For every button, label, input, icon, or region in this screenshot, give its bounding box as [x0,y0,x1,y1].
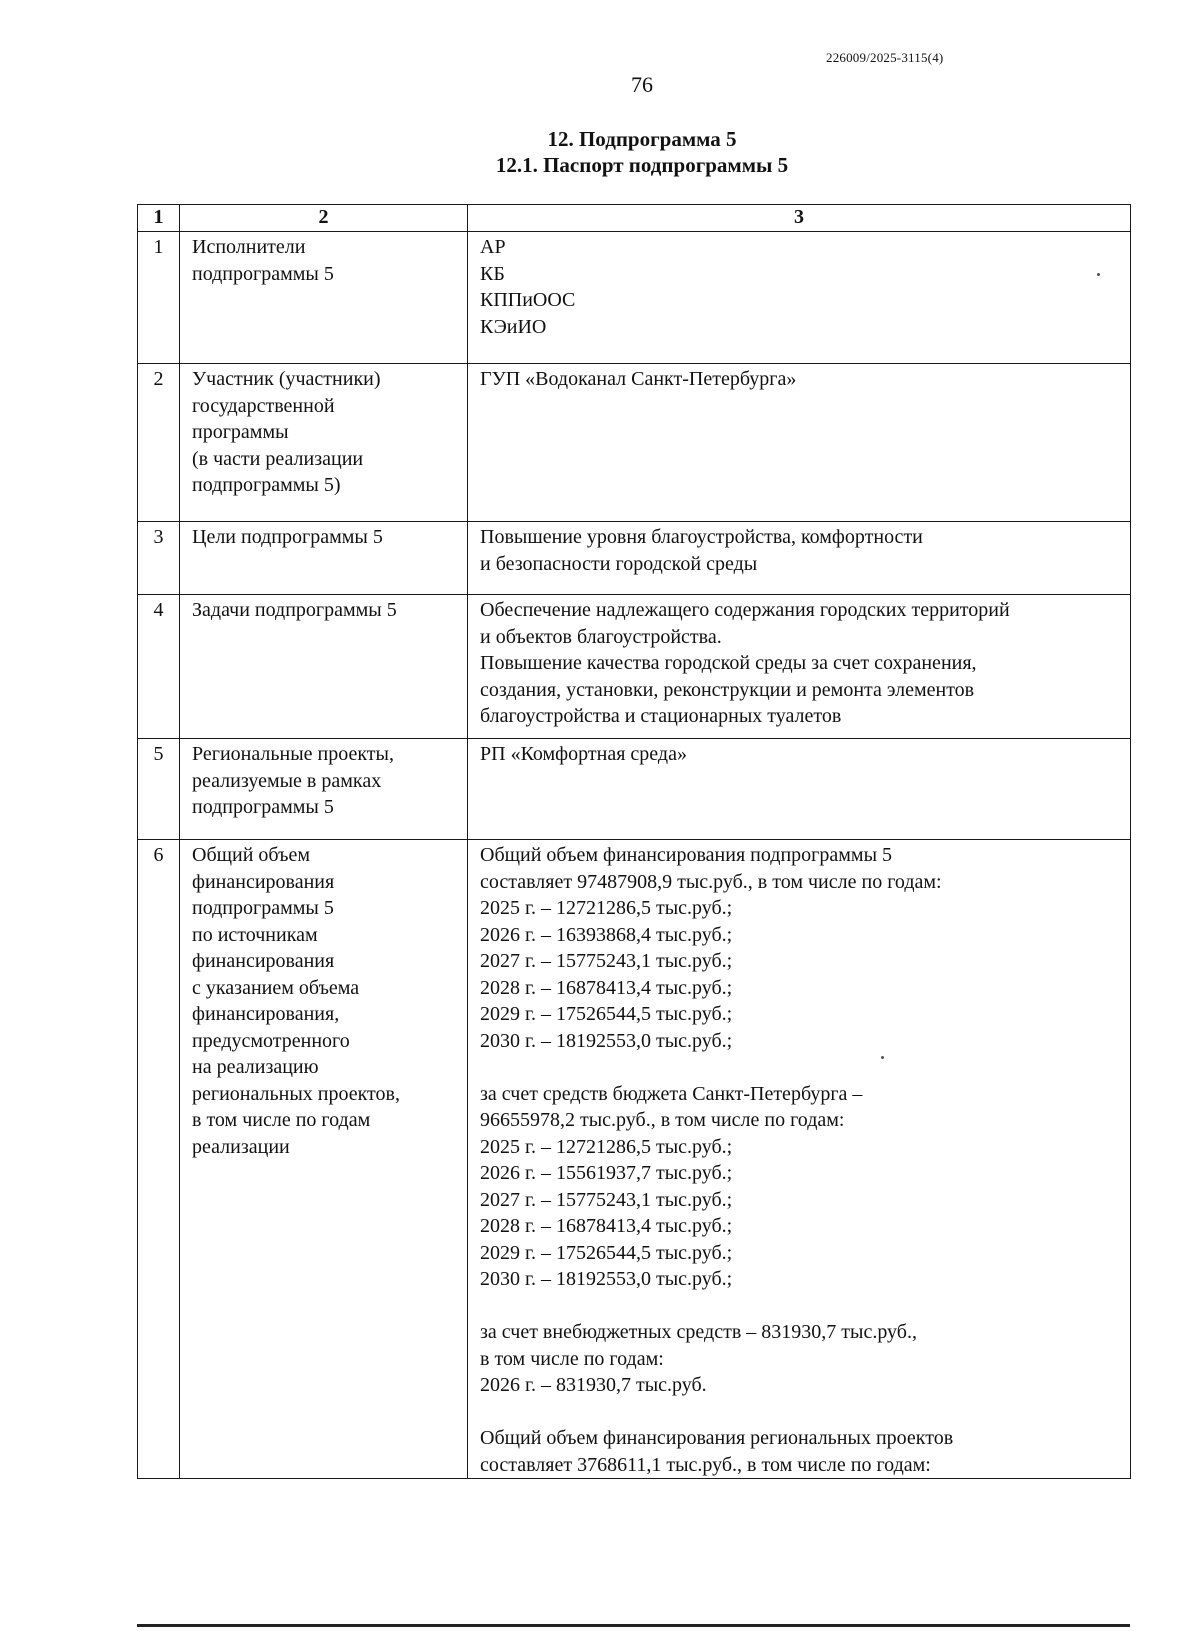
header-col-3: 3 [468,205,1131,232]
value-line: благоустройства и стационарных туалетов [480,705,842,727]
value-line: составляет 97487908,9 тыс.руб., в том числе по годам: [480,870,942,893]
value-line: КЭиИО [480,315,547,338]
label-line: региональных проектов, [192,1082,400,1105]
bottom-rule [137,1624,1130,1627]
header-col-2: 2 [180,205,468,232]
value-line: Обеспечение надлежащего содержания городских территорий [480,599,1010,621]
page-number: 76 [631,72,653,97]
value-line: 2026 г. – 15561937,7 тыс.руб.; [480,1162,733,1184]
value-line: 2026 г. – 831930,7 тыс.руб. [480,1374,707,1396]
row-number: 6 [138,840,180,1479]
label-line: подпрограммы 5 [192,897,334,919]
table-row [138,364,1131,522]
row-label [180,840,468,1479]
label-line: предусмотренного [192,1029,350,1052]
value-line: РП «Комфортная среда» [480,743,687,765]
table-body [138,232,1131,1479]
title-line-1: 12. Подпрограмма 5 [547,127,737,151]
passport-table [137,204,1131,1479]
value-line: и объектов благоустройства. [480,625,722,648]
header-row [138,205,1131,232]
value-line: 96655978,2 тыс.руб., в том числе по годам: [480,1109,845,1131]
label-line: по источникам [192,923,318,946]
row-value [468,739,1131,840]
row-number: 4 [138,595,180,739]
label-line: реализации [192,1135,290,1158]
table-row [138,522,1131,595]
row-number: 2 [138,364,180,522]
label-line: финансирования [192,950,335,972]
value-line: АР [480,236,506,258]
table-row [138,595,1131,739]
value-line: за счет средств бюджета Санкт-Петербурга – [480,1082,863,1105]
label-line: программы [192,421,289,443]
row-value [468,840,1131,1479]
value-gap [480,1399,1126,1426]
label-line: финансирования [192,870,335,893]
value-line: 2027 г. – 15775243,1 тыс.руб.; [480,1188,733,1211]
row-number: 5 [138,739,180,840]
value-line: 2029 г. – 17526544,5 тыс.руб.; [480,1241,733,1264]
label-line: на реализацию [192,1056,319,1078]
row-label [180,739,468,840]
label-line: государственной [192,394,335,417]
label-line: подпрограммы 5 [192,262,334,285]
value-line: 2028 г. – 16878413,4 тыс.руб.; [480,976,733,999]
value-line: 2025 г. – 12721286,5 тыс.руб.; [480,897,733,919]
value-line: и безопасности городской среды [480,552,758,575]
value-line: 2030 г. – 18192553,0 тыс.руб.; [480,1029,733,1052]
label-line: Общий объем [192,844,310,866]
label-line: Участник (участники) [192,368,381,390]
row-number: 1 [138,232,180,364]
label-line: Цели подпрограммы 5 [192,526,383,548]
value-line: создания, установки, реконструкции и ремонта элементов [480,678,975,701]
row-number: 3 [138,522,180,595]
section-title [0,126,1200,178]
value-line: Общий объем финансирования региональных проектов [480,1427,954,1449]
label-line: финансирования, [192,1003,340,1025]
row-label [180,364,468,522]
label-line: подпрограммы 5 [192,796,334,818]
label-line: с указанием объема [192,976,360,999]
label-line: в том числе по годам [192,1109,371,1131]
value-line: составляет 3768611,1 тыс.руб., в том числе по годам: [480,1453,931,1476]
label-line: подпрограммы 5) [192,474,341,496]
label-line: реализуемые в рамках [192,769,382,792]
value-line: 2029 г. – 17526544,5 тыс.руб.; [480,1003,733,1025]
row-value [468,232,1131,364]
document-id: 226009/2025-3115(4) [826,50,944,65]
value-line: Повышение качества городской среды за счет сохранения, [480,652,977,674]
row-value [468,595,1131,739]
row-value [468,522,1131,595]
value-line: 2027 г. – 15775243,1 тыс.руб.; [480,950,733,972]
label-line: Исполнители [192,236,306,258]
label-line: Задачи подпрограммы 5 [192,599,397,621]
header-col-1: 1 [138,205,180,232]
value-line: КППиООС [480,289,576,311]
table-row [138,739,1131,840]
row-label [180,522,468,595]
value-line: Повышение уровня благоустройства, комфортности [480,526,923,548]
value-line: в том числе по годам: [480,1347,664,1370]
label-line: (в части реализации [192,447,364,470]
value-line: 2026 г. – 16393868,4 тыс.руб.; [480,923,733,946]
row-label [180,232,468,364]
table-row [138,840,1131,1479]
row-value [468,364,1131,522]
value-line: 2025 г. – 12721286,5 тыс.руб.; [480,1135,733,1158]
table-row [138,232,1131,364]
row-label [180,595,468,739]
value-line: ГУП «Водоканал Санкт-Петербурга» [480,368,797,390]
scan-dot [881,1056,884,1059]
label-line: Региональные проекты, [192,743,394,765]
value-line: за счет внебюджетных средств – 831930,7 тыс.руб., [480,1321,917,1343]
scan-dot [1097,273,1100,276]
value-line: 2030 г. – 18192553,0 тыс.руб.; [480,1268,733,1290]
title-line-2: 12.1. Паспорт подпрограммы 5 [495,153,789,177]
value-gap [480,1054,1126,1081]
value-gap [480,1293,1126,1320]
value-line: 2028 г. – 16878413,4 тыс.руб.; [480,1215,733,1237]
value-line: Общий объем финансирования подпрограммы 5 [480,844,893,866]
value-line: КБ [480,262,505,285]
